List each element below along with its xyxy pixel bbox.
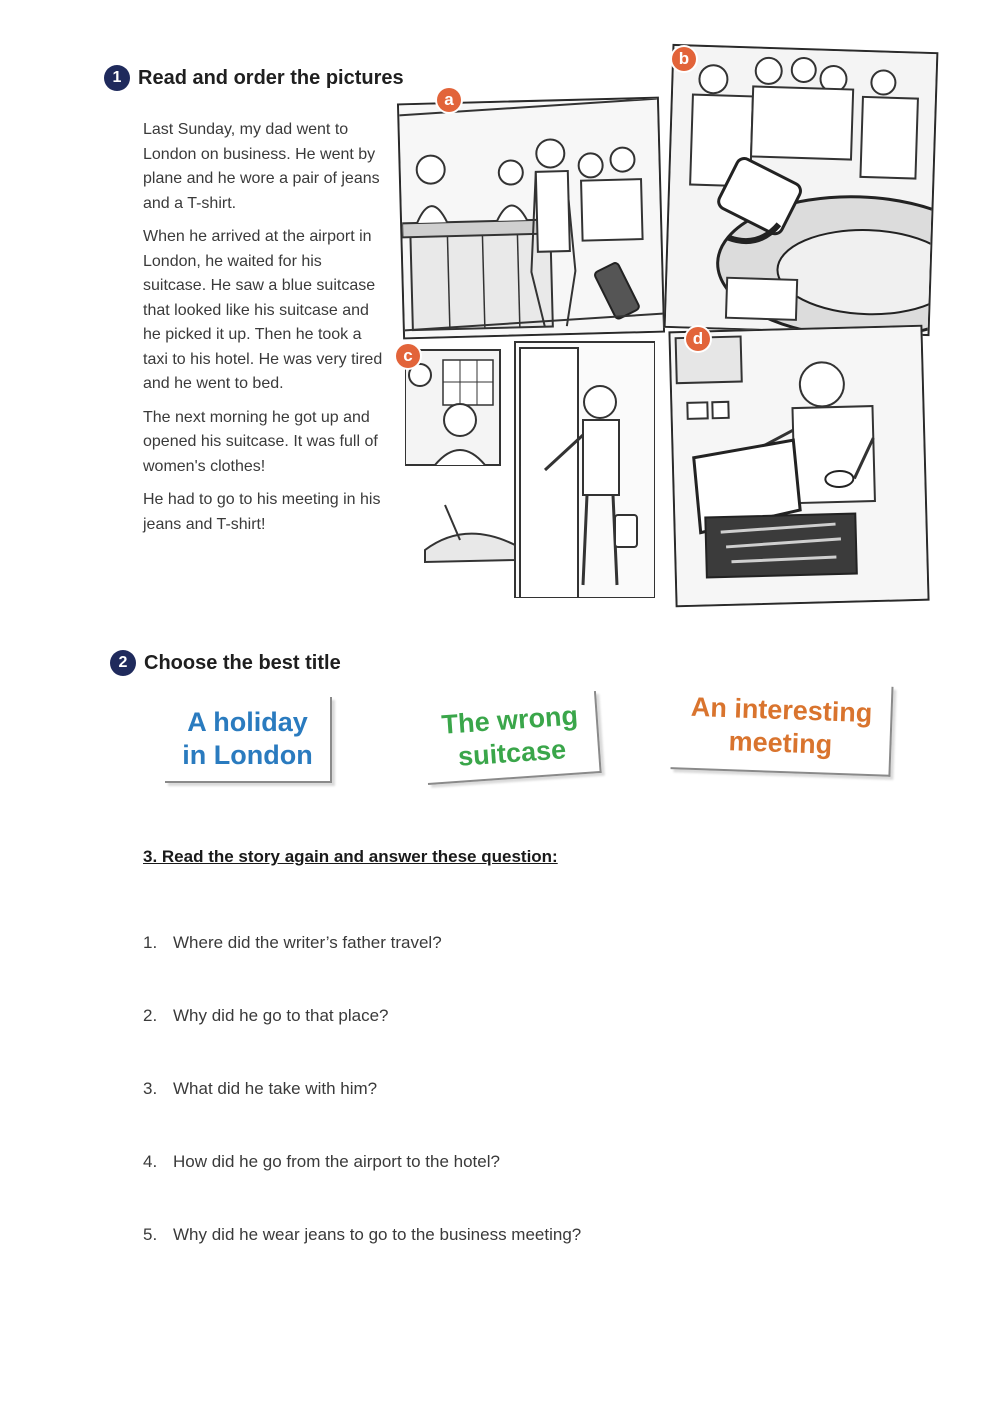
hotel-door-illustration [405,340,655,598]
baggage-carousel-illustration [666,46,937,334]
question-item [143,933,442,953]
question-text: How did he go from the airport to the hotel? [173,1152,500,1171]
section-1-number: 1 [104,65,130,91]
check-in-desk-illustration [399,99,663,338]
question-item [143,1225,581,1245]
title-option-line: The wrong [440,700,579,740]
title-option-line: in London [182,740,313,770]
title-option-line: A holiday [187,707,308,737]
picture-d [668,325,929,608]
title-option-interesting-meeting[interactable] [670,679,893,777]
question-item [143,1006,388,1026]
section-2-heading [110,650,341,676]
question-text: Why did he go to that place? [173,1006,389,1025]
question-text: What did he take with him? [173,1079,378,1098]
section-2-title: Choose the best title [144,651,341,674]
question-number: 3. [143,1079,158,1098]
story-paragraph: When he arrived at the airport in London, he waited for his suitcase. He saw a blue suitcase that looked like his suitcase and he picked it up. Then he took a taxi to his hotel. He was very tired and he went to bed. [143,228,383,392]
story-paragraph: Last Sunday, my dad went to London on business. He went by plane and he wore a pair of jeans and a T-shirt. [143,121,380,212]
picture-b [664,44,939,336]
story-paragraph: He had to go to his meeting in his jeans and T-shirt! [143,491,381,533]
question-number: 2. [143,1006,158,1025]
picture-b-label: b [672,47,696,71]
picture-d-label: d [686,327,710,351]
section-1-title: Read and order the pictures [138,66,404,89]
question-number: 1. [143,933,158,952]
title-option-line: An interesting [690,691,873,729]
picture-c [405,340,655,598]
section-2-number: 2 [110,650,136,676]
question-number: 4. [143,1152,158,1171]
question-number: 5. [143,1225,158,1244]
title-option-line: suitcase [457,734,567,772]
title-option-wrong-suitcase[interactable] [422,691,601,785]
picture-c-label: c [396,344,420,368]
open-suitcase-illustration [670,327,927,605]
question-text: Where did the writer’s father travel? [173,933,442,952]
question-text: Why did he wear jeans to go to the business meeting? [173,1225,582,1244]
story-text [143,118,388,546]
section-1-heading [104,65,404,91]
title-option-line: meeting [728,726,833,760]
picture-a-label: a [437,88,461,112]
title-option-holiday[interactable] [165,697,332,783]
question-item [143,1152,500,1172]
story-paragraph: The next morning he got up and opened his suitcase. It was full of women's clothes! [143,408,378,475]
picture-a [397,97,665,340]
question-item [143,1079,377,1099]
section-3-title: 3. Read the story again and answer these question: [143,847,558,866]
